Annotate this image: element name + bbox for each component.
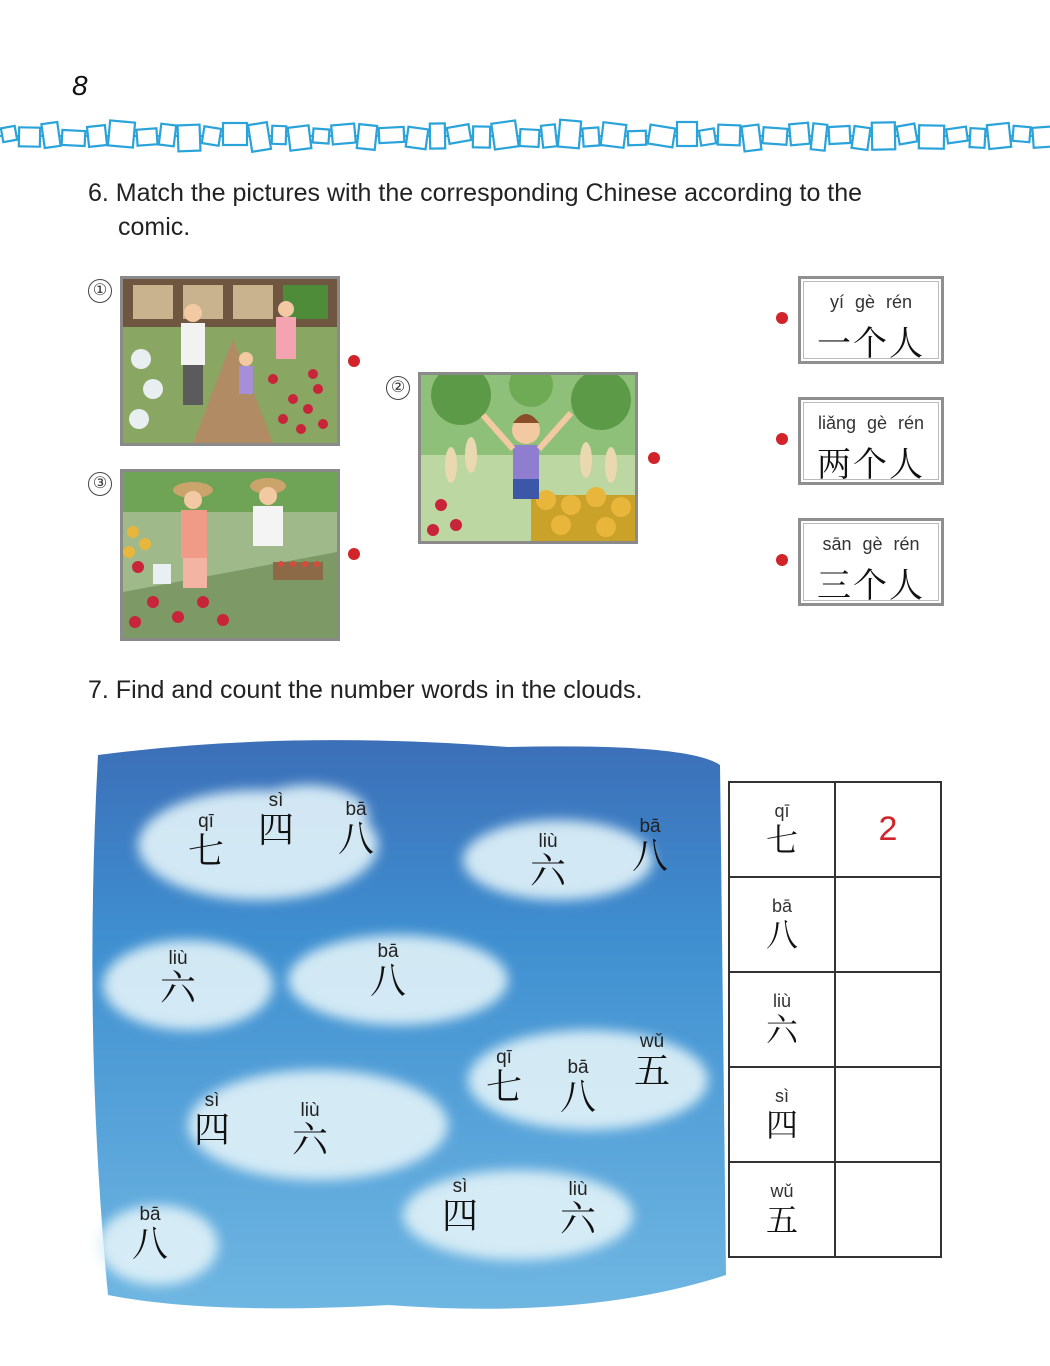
table-word-cell: wǔ 五: [729, 1162, 835, 1257]
picture-number-3: ③: [88, 472, 112, 496]
table-row: [729, 877, 941, 972]
word-3-pinyin: sān gè rén: [822, 534, 920, 554]
word-3-hanzi: 三个人: [817, 566, 925, 606]
cloud-word: liù 六: [292, 1100, 329, 1161]
table-row: [729, 1067, 941, 1162]
question-6-line2: comic.: [118, 213, 191, 241]
match-dot-picture-1[interactable]: [348, 355, 360, 367]
count-table: [728, 781, 942, 1258]
question-7-text: 7. Find and count the number words in the clouds.: [88, 676, 643, 704]
picture-parents-gardening: [120, 469, 340, 641]
page-number: 8: [72, 70, 88, 101]
table-word-cell: qī 七: [729, 782, 835, 877]
picture-girl-flowers: [418, 372, 638, 544]
word-box-three-people: [798, 518, 944, 606]
cloud-word: wǔ 五: [634, 1031, 671, 1092]
question-6-text: [88, 176, 968, 244]
cloud-word: bā 八: [632, 816, 669, 877]
cloud-word: liù 六: [530, 831, 567, 892]
table-row: [729, 972, 941, 1067]
cloud-word: bā 八: [370, 941, 407, 1002]
match-dot-word-3[interactable]: [776, 554, 788, 566]
question-6-line1: 6. Match the pictures with the corresponding Chinese according to the: [88, 179, 863, 207]
table-word-cell: sì 四: [729, 1067, 835, 1162]
cloud-word: bā 八: [132, 1204, 169, 1265]
word-1-hanzi: 一个人: [817, 324, 925, 364]
match-dot-word-2[interactable]: [776, 433, 788, 445]
match-dot-picture-3[interactable]: [348, 548, 360, 560]
table-word-cell: liù 六: [729, 972, 835, 1067]
decorative-border: [0, 110, 1050, 158]
cloud-word: qī 七: [486, 1047, 523, 1108]
word-2-hanzi: 两个人: [817, 445, 925, 485]
cloud-word: liù 六: [160, 948, 197, 1009]
word-2-pinyin: liǎng gè rén: [817, 413, 925, 433]
cloud-painting: [88, 735, 730, 1313]
word-1-pinyin: yí gè rén: [829, 292, 913, 312]
count-answer-cell[interactable]: [835, 1162, 941, 1257]
cloud-word: liù 六: [560, 1179, 597, 1240]
cloud-word: sì 四: [258, 790, 295, 851]
match-dot-picture-2[interactable]: [648, 452, 660, 464]
table-row: [729, 782, 941, 877]
word-box-two-people: [798, 397, 944, 485]
picture-number-1: ①: [88, 279, 112, 303]
table-row: [729, 1162, 941, 1257]
cloud-word: sì 四: [442, 1176, 479, 1237]
cloud-word: qī 七: [188, 811, 225, 872]
cloud-word: bā 八: [560, 1057, 597, 1118]
match-dot-word-1[interactable]: [776, 312, 788, 324]
picture-family-garden: [120, 276, 340, 446]
cloud-word: bā 八: [338, 799, 375, 860]
count-answer-cell[interactable]: [835, 782, 941, 877]
cloud-word: sì 四: [194, 1090, 231, 1151]
count-answer-cell[interactable]: [835, 1067, 941, 1162]
picture-number-2: ②: [386, 376, 410, 400]
count-answer-cell[interactable]: [835, 877, 941, 972]
count-answer-cell[interactable]: [835, 972, 941, 1067]
table-word-cell: bā 八: [729, 877, 835, 972]
word-box-one-person: [798, 276, 944, 364]
count-answer: 2: [878, 810, 898, 848]
